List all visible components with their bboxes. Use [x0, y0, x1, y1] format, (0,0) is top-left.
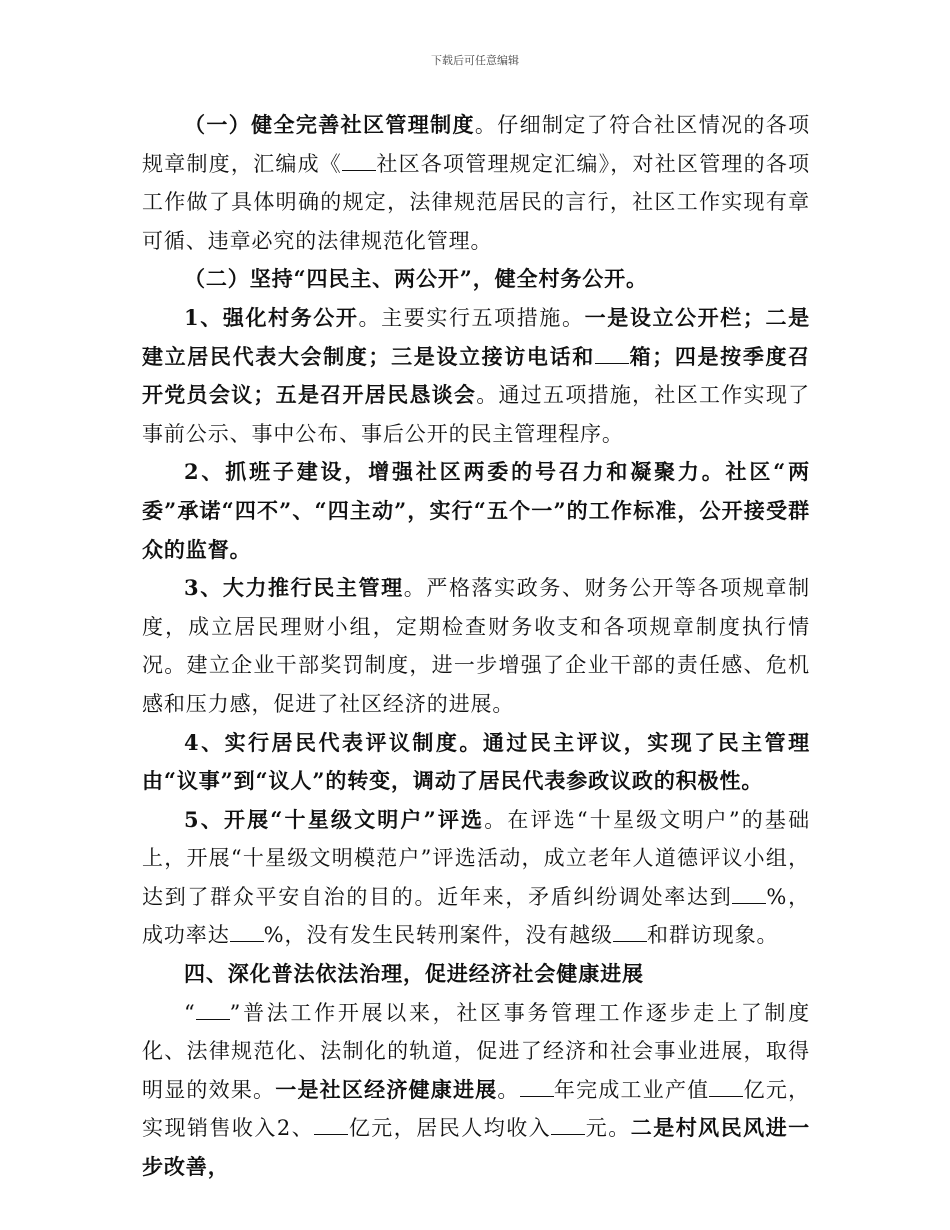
body-text: %，成功率达: [142, 884, 810, 948]
fill-in-blank: [314, 1116, 348, 1135]
fill-in-blank: [230, 923, 264, 942]
body-text: 。严格落实政务、财务公开等各项规章制度，成立居民理财小组，定期检查财务收支和各项规章制度执行情况。建立企业干部奖罚制度，进一步增强了企业干部的责任感、危机感和压力感，促进了社区经济的进展。: [142, 576, 810, 716]
body-text: 亿元，居民人均收入: [348, 1116, 552, 1141]
fill-in-blank: [709, 1078, 743, 1097]
paragraph-4: [142, 453, 810, 569]
section-heading-4: [142, 955, 810, 994]
body-text: 。仔细制定了符合社区情况的各项规章制度，汇编成《: [142, 113, 811, 176]
paragraph-2: [142, 260, 810, 299]
body-text: ”普法工作开展以来，社区事务管理工作逐步走上了制度化、法律规范化、法制化的轨道，促进了经济和社会事业进展，取得明显的效果。: [142, 1000, 810, 1102]
body-text: %，没有发生民转刑案件，没有越级: [263, 923, 613, 948]
body-text: 。: [497, 1077, 520, 1102]
fill-in-blank: [520, 1078, 554, 1097]
paragraph-1: [142, 106, 810, 260]
bold-text: 二是村风民风进一步改善，: [142, 1115, 811, 1180]
body-text: 。在评选“十星级文明户”的基础上，开展“十星级文明模范户”评选活动，成立老年人道德评议小组，达到了群众平安自治的目的。近年来，矛盾纠纷调处率达到: [142, 807, 810, 909]
paragraph-5: [142, 569, 810, 723]
body-text: 和群访现象。: [646, 923, 779, 948]
paragraph-3: [142, 299, 810, 453]
bold-text: 四、深化普法依法治理，促进经济社会健康进展: [184, 961, 644, 987]
body-text: 。主要实行五项措施。: [358, 305, 585, 330]
fill-in-blank: [342, 152, 376, 171]
bold-text: 2、抓班子建设，增强社区两委的号召力和凝聚力。社区“两委”承诺“四不”、“四主动”，实行“五个一”的工作标准，公开接受群众的监督。: [142, 459, 810, 562]
paragraph-7: [142, 801, 810, 955]
document-body: [142, 106, 810, 1187]
bold-text: 1、强化村务公开: [184, 304, 359, 330]
body-text: “: [184, 1000, 196, 1025]
body-text: 元。: [585, 1116, 631, 1141]
bold-text: 5、开展“十星级文明户”评选: [184, 806, 485, 832]
fill-in-blank: [613, 923, 647, 942]
paragraph-6: [142, 724, 810, 801]
bold-text: 一是社区经济健康进展: [275, 1076, 498, 1102]
paragraph-8: [142, 994, 810, 1187]
body-text: 年完成工业产值: [553, 1077, 710, 1102]
bold-text: （二）坚持“四民主、两公开”，健全村务公开。: [184, 266, 648, 292]
body-text: 社区各项管理规定汇编》，对社区管理的各项工作做了具体明确的规定，法律规范居民的言行，社区工作实现有章可循、违章必究的法律规范化管理。: [142, 151, 810, 253]
bold-text: 4、实行居民代表评议制度。通过民主评议，实现了民主管理由“议事”到“议人”的转变，调动了居民代表参政议政的积极性。: [142, 729, 810, 794]
body-text: 亿元，实现销售收入2、: [142, 1077, 811, 1141]
page-header: 下载后可任意编辑: [431, 54, 519, 67]
bold-text: 箱；四是按季度召开党员会议；五是召开居民恳谈会: [142, 343, 811, 408]
bold-text: 3、大力推行民主管理: [184, 575, 404, 601]
fill-in-blank: [196, 1001, 230, 1020]
body-text: 。通过五项措施，社区工作实现了事前公示、事中公布、事后公开的民主管理程序。: [142, 383, 811, 446]
bold-text: （一）健全完善社区管理制度: [184, 112, 475, 137]
fill-in-blank: [732, 885, 766, 904]
fill-in-blank: [551, 1116, 585, 1135]
fill-in-blank: [595, 345, 629, 364]
bold-text: 一是设立公开栏；二是建立居民代表大会制度；三是设立接访电话和: [142, 304, 811, 369]
